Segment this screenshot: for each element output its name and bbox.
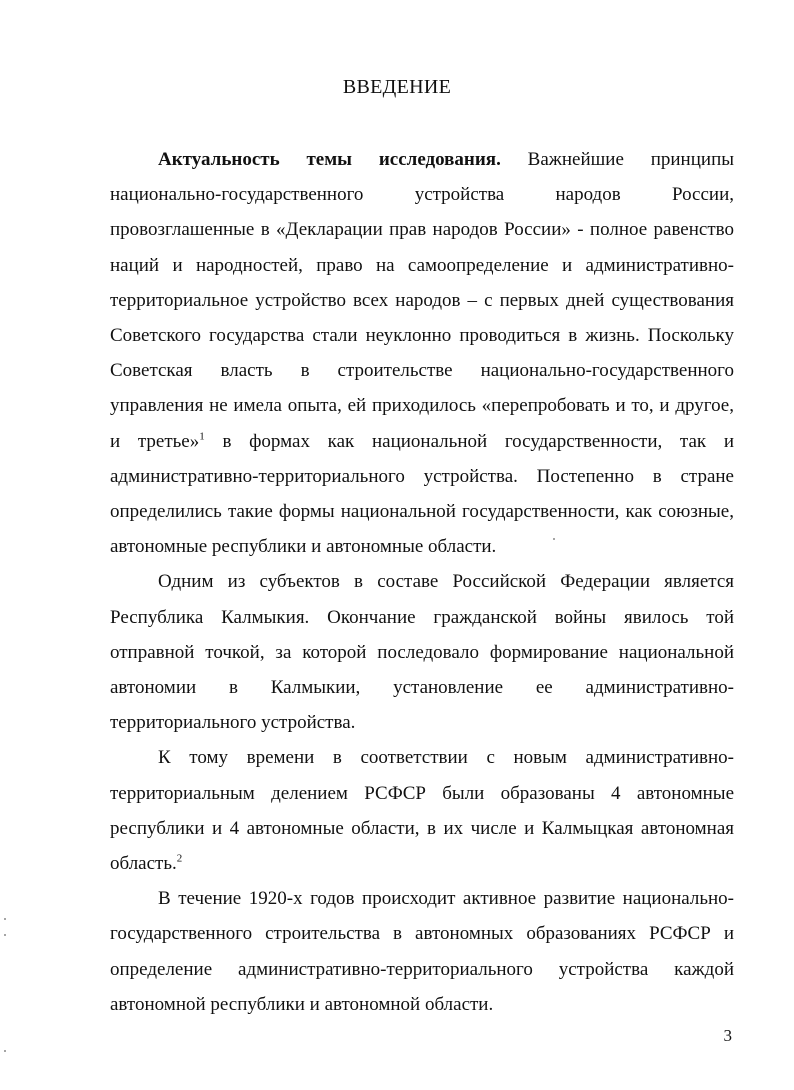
scan-speck bbox=[553, 538, 555, 540]
page-heading: ВВЕДЕНИЕ bbox=[342, 76, 452, 98]
footnote-ref: 2 bbox=[176, 852, 183, 865]
paragraph-text: Важнейшие принципы национально-государственного устройства народов России, провозглашенные в «Декларации прав народов России» - полное равенство наций и народностей, право на самоопределение и административно-территориальное устройство всех народов – с первых дней существования Советского государства стали неуклонно проводиться в жизнь. Поскольку Советская власть в строительстве национально-государственного управления не имела опыта, ей приходилось «перепробовать и то, и другое, и третье» bbox=[110, 149, 734, 452]
paragraph-4 bbox=[110, 881, 734, 1022]
paragraph-1 bbox=[110, 142, 734, 564]
paragraph-2 bbox=[110, 564, 734, 740]
page-number: 3 bbox=[723, 1026, 732, 1045]
body-text bbox=[110, 142, 734, 1022]
footnote-ref: 1 bbox=[199, 430, 205, 443]
paragraph-text: в формах как национальной государственности, так и административно-территориального устройства. Постепенно в стране определились такие формы национальной государственности, как союзные, автономные республики и автономные области. bbox=[110, 430, 734, 558]
scan-speck bbox=[4, 934, 6, 936]
paragraph-text: В течение 1920-х годов происходит активное развитие национально-государственного строительства в автономных образованиях РСФСР и определение административно-территориального устройства каждой автономной республики и автономной области. bbox=[110, 888, 734, 1015]
paragraph-text: К тому времени в соответствии с новым административно-территориальным делением РСФСР были образованы 4 автономные республики и 4 автономные области, в их числе и Калмыцкая автономная область. bbox=[110, 747, 734, 875]
paragraph-3 bbox=[110, 740, 734, 881]
paragraph-text: Одним из субъектов в составе Российской Федерации является Республика Калмыкия. Окончание гражданской войны явилось той отправной точкой, за которой последовало формирование национальной автономии в Калмыкии, установление ее административно-территориального устройства. bbox=[110, 571, 734, 734]
paragraph-lead: Актуальность темы исследования. bbox=[158, 149, 501, 170]
scan-speck bbox=[4, 1050, 6, 1052]
scan-speck bbox=[4, 918, 6, 920]
